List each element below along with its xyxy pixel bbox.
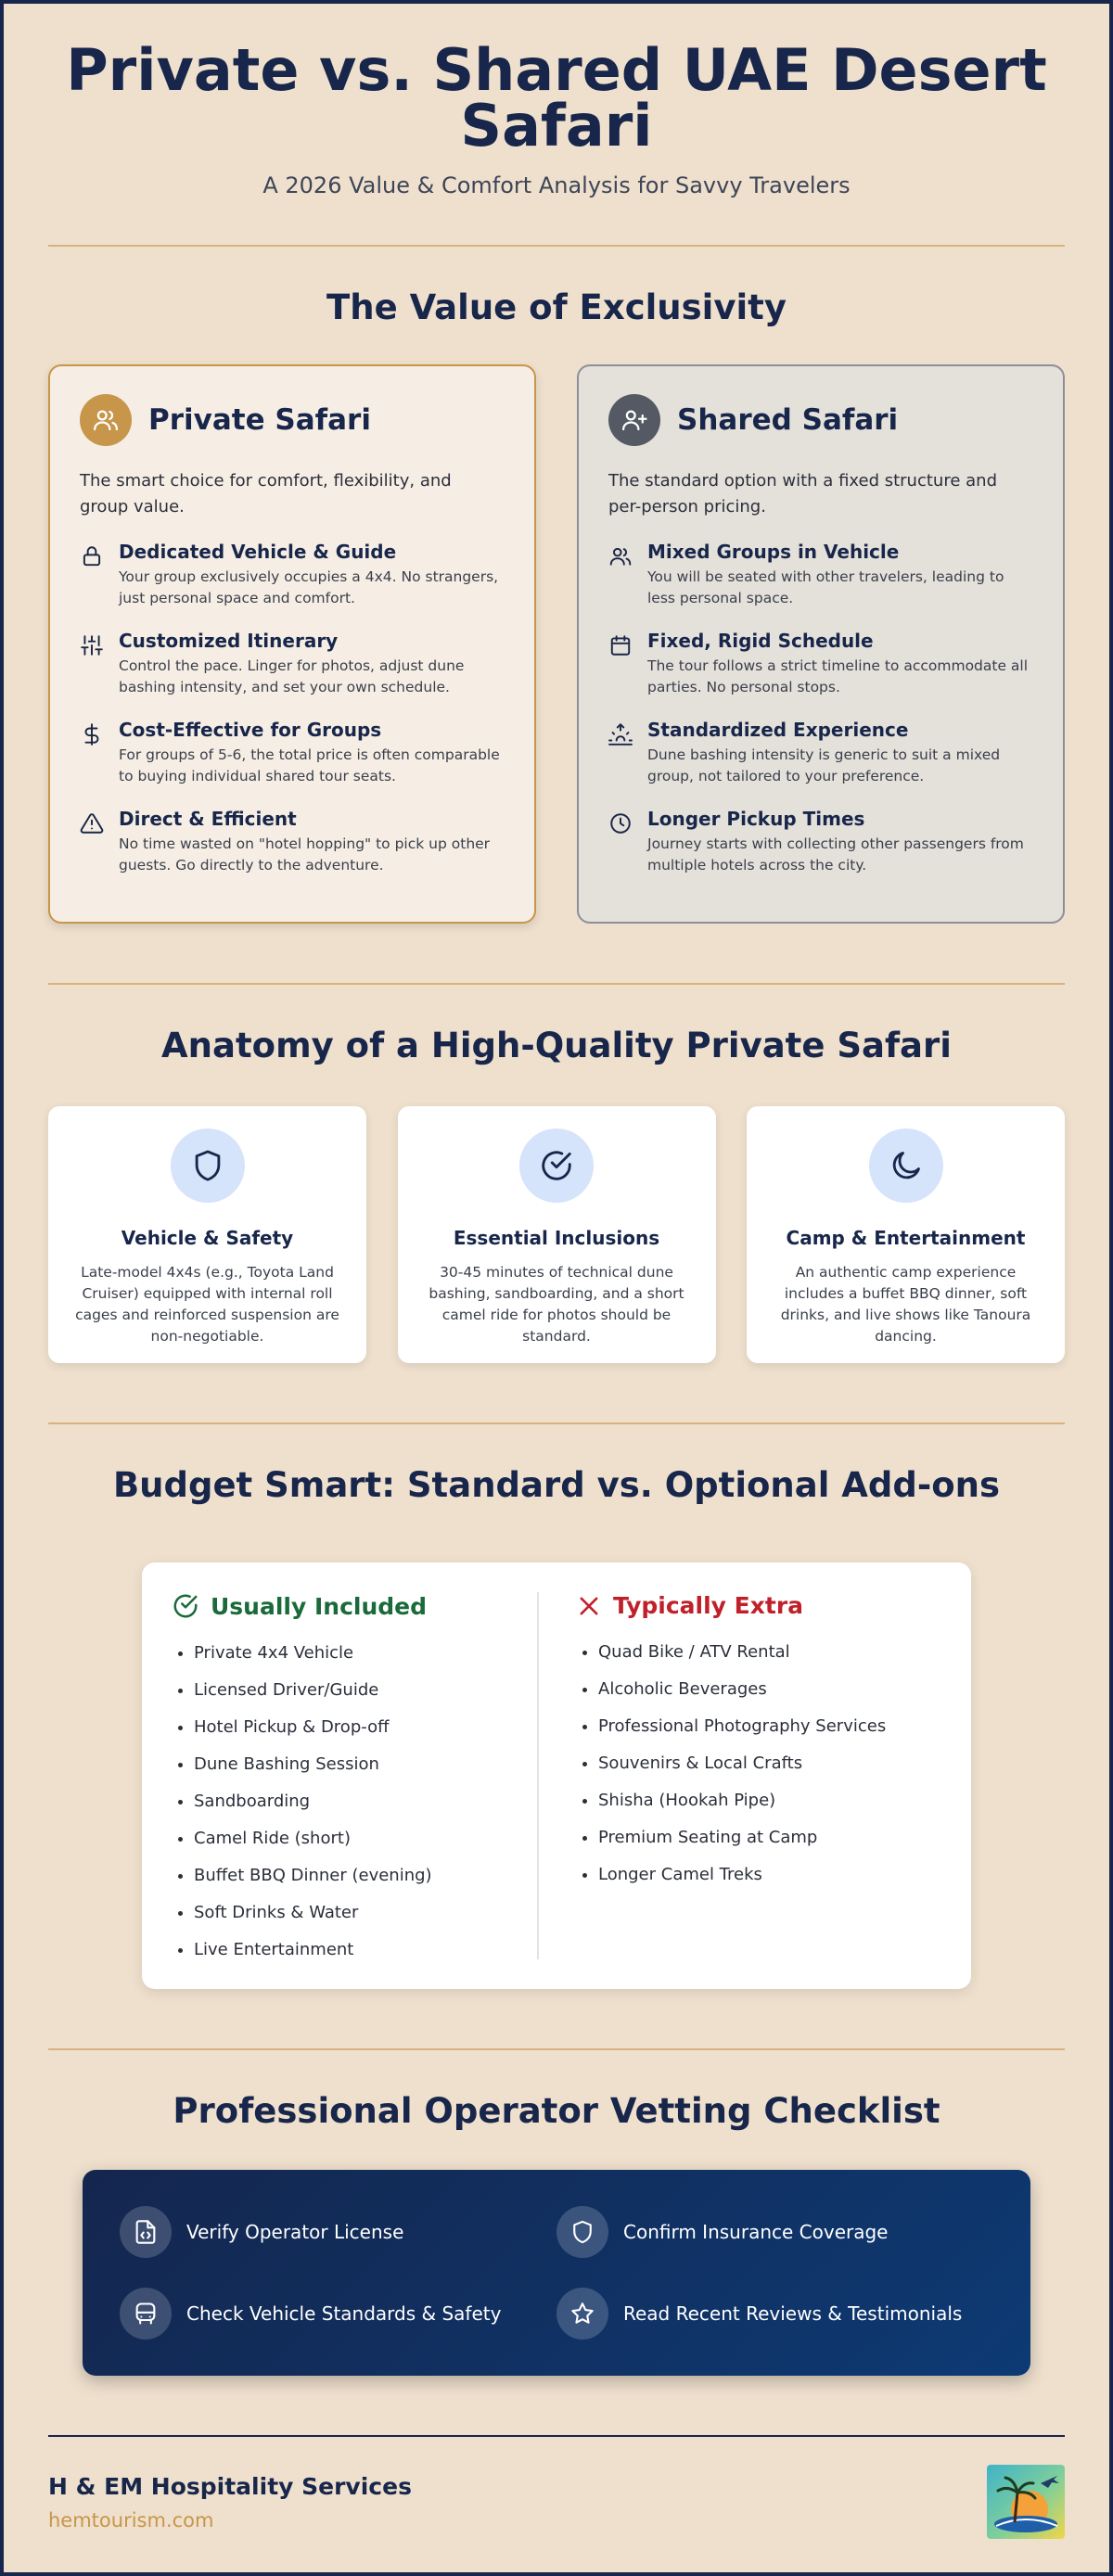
list-item: • Sandboarding	[194, 1783, 537, 1820]
calendar-icon	[608, 630, 636, 698]
feature-title: Customized Itinerary	[119, 630, 339, 652]
anatomy-card-title: Camp & Entertainment	[786, 1227, 1026, 1249]
clock-icon	[608, 808, 636, 876]
checklist-label: Read Recent Reviews & Testimonials	[623, 2302, 963, 2325]
list-item: • Live Entertainment	[194, 1932, 537, 1969]
comparison-cards	[48, 364, 1065, 924]
feature-text: Control the pace. Linger for photos, adjust dune bashing intensity, and set your own schedule.	[119, 657, 465, 695]
footer-divider	[48, 2435, 1065, 2437]
list-item: • Camel Ride (short)	[194, 1820, 537, 1857]
users-icon	[608, 541, 636, 609]
feature-title: Fixed, Rigid Schedule	[647, 630, 874, 652]
close-icon	[576, 1593, 602, 1619]
budget-card	[142, 1562, 971, 1989]
shield-icon	[171, 1129, 245, 1203]
extra-title: Typically Extra	[613, 1592, 804, 1619]
checklist-panel	[83, 2170, 1030, 2376]
warning-icon	[80, 808, 108, 876]
extra-column	[537, 1592, 941, 1959]
included-title: Usually Included	[211, 1592, 428, 1620]
feature-text: The tour follows a strict timeline to accommodate all parties. No personal stops.	[647, 657, 1029, 695]
feature-item	[608, 719, 1033, 787]
shared-safari-desc: The standard option with a fixed structure and per-person pricing.	[608, 471, 997, 516]
shield-icon	[556, 2206, 608, 2258]
feature-item	[80, 808, 505, 876]
feature-item	[608, 630, 1033, 698]
page-title: Private vs. Shared UAE Desert Safari	[66, 36, 1047, 159]
feature-title: Dedicated Vehicle & Guide	[119, 541, 397, 563]
moon-icon	[869, 1129, 943, 1203]
infographic	[48, 0, 1065, 2539]
user-plus-icon	[608, 394, 660, 446]
divider	[48, 1422, 1065, 1424]
list-item: • Hotel Pickup & Drop-off	[194, 1709, 537, 1746]
anatomy-card-text: An authentic camp experience includes a buffet BBQ dinner, soft drinks, and live shows like Tanoura dancing.	[780, 1264, 1031, 1345]
anatomy-title: Anatomy of a High-Quality Private Safari	[161, 1026, 952, 1065]
anatomy-card-text: 30-45 minutes of technical dune bashing, sandboarding, and a short camel ride for photos should be standard.	[429, 1264, 684, 1345]
shared-safari-card	[577, 364, 1065, 924]
anatomy-card-inclusions	[398, 1106, 716, 1363]
checklist-label: Confirm Insurance Coverage	[623, 2221, 889, 2243]
feature-text: For groups of 5-6, the total price is often comparable to buying individual shared tour seats.	[119, 746, 500, 784]
extra-list	[576, 1634, 941, 1894]
feature-title: Cost-Effective for Groups	[119, 719, 382, 741]
check-circle-icon	[519, 1129, 594, 1203]
checklist-item	[556, 2287, 993, 2340]
divider	[48, 245, 1065, 247]
anatomy-card-camp	[747, 1106, 1065, 1363]
checklist-item	[120, 2287, 556, 2340]
dollar-icon	[80, 719, 108, 787]
feature-text: No time wasted on "hotel hopping" to pick up other guests. Go directly to the adventure.	[119, 835, 491, 874]
users-icon	[80, 394, 132, 446]
list-item: • Soft Drinks & Water	[194, 1894, 537, 1932]
feature-title: Direct & Efficient	[119, 808, 297, 830]
divider	[48, 983, 1065, 985]
list-item: • Souvenirs & Local Crafts	[598, 1745, 941, 1782]
feature-item	[80, 630, 505, 698]
anatomy-card-text: Late-model 4x4s (e.g., Toyota Land Cruiser) equipped with internal roll cages and reinforced suspension are non-negotiable.	[75, 1264, 339, 1345]
check-circle-icon	[172, 1592, 199, 1620]
private-safari-card	[48, 364, 536, 924]
feature-title: Longer Pickup Times	[647, 808, 865, 830]
feature-item	[608, 808, 1033, 876]
checklist-label: Check Vehicle Standards & Safety	[186, 2302, 502, 2325]
checklist-label: Verify Operator License	[186, 2221, 404, 2243]
list-item: • Quad Bike / ATV Rental	[598, 1634, 941, 1671]
list-item: • Buffet BBQ Dinner (evening)	[194, 1857, 537, 1894]
feature-text: Journey starts with collecting other passengers from multiple hotels across the city.	[647, 835, 1024, 874]
feature-text: You will be seated with other travelers, leading to less personal space.	[647, 568, 1004, 606]
list-item: • Shisha (Hookah Pipe)	[598, 1782, 941, 1819]
list-item: • Dune Bashing Session	[194, 1746, 537, 1783]
divider	[48, 2048, 1065, 2050]
private-safari-title: Private Safari	[148, 403, 371, 437]
feature-item	[80, 541, 505, 609]
footer	[48, 2465, 1065, 2539]
star-icon	[556, 2288, 608, 2340]
list-item: • Premium Seating at Camp	[598, 1819, 941, 1856]
list-item: • Alcoholic Beverages	[598, 1671, 941, 1708]
anatomy-card-vehicle	[48, 1106, 366, 1363]
lock-icon	[80, 541, 108, 609]
footer-site-link[interactable]: hemtourism.com	[48, 2508, 214, 2531]
included-column	[172, 1592, 537, 1959]
sunset-icon	[608, 719, 636, 787]
file-code-icon	[120, 2206, 172, 2258]
list-item: • Professional Photography Services	[598, 1708, 941, 1745]
anatomy-card-title: Essential Inclusions	[453, 1227, 660, 1249]
feature-text: Dune bashing intensity is generic to suit a mixed group, not tailored to your preference.	[647, 746, 1001, 784]
budget-title: Budget Smart: Standard vs. Optional Add-ons	[112, 1465, 1001, 1505]
footer-brand: H & EM Hospitality Services	[48, 2472, 412, 2500]
included-list	[172, 1635, 537, 1969]
exclusivity-title: The Value of Exclusivity	[326, 287, 787, 327]
sliders-icon	[80, 630, 108, 698]
shared-safari-title: Shared Safari	[677, 403, 899, 437]
page-subtitle: A 2026 Value & Comfort Analysis for Savvy Travelers	[262, 172, 851, 198]
feature-text: Your group exclusively occupies a 4x4. No strangers, just personal space and comfort.	[119, 568, 499, 606]
checklist-item	[120, 2205, 556, 2259]
feature-item	[80, 719, 505, 787]
bus-icon	[120, 2288, 172, 2340]
private-safari-desc: The smart choice for comfort, flexibility, and group value.	[80, 471, 452, 516]
feature-title: Standardized Experience	[647, 719, 909, 741]
anatomy-cards	[48, 1106, 1065, 1363]
list-item: • Licensed Driver/Guide	[194, 1672, 537, 1709]
anatomy-card-title: Vehicle & Safety	[121, 1227, 294, 1249]
checklist-item	[556, 2205, 993, 2259]
feature-item	[608, 541, 1033, 609]
list-item: • Private 4x4 Vehicle	[194, 1635, 537, 1672]
palm-plane-logo	[987, 2465, 1065, 2539]
checklist-title: Professional Operator Vetting Checklist	[173, 2091, 940, 2131]
feature-title: Mixed Groups in Vehicle	[647, 541, 900, 563]
list-item: • Longer Camel Treks	[598, 1856, 941, 1894]
